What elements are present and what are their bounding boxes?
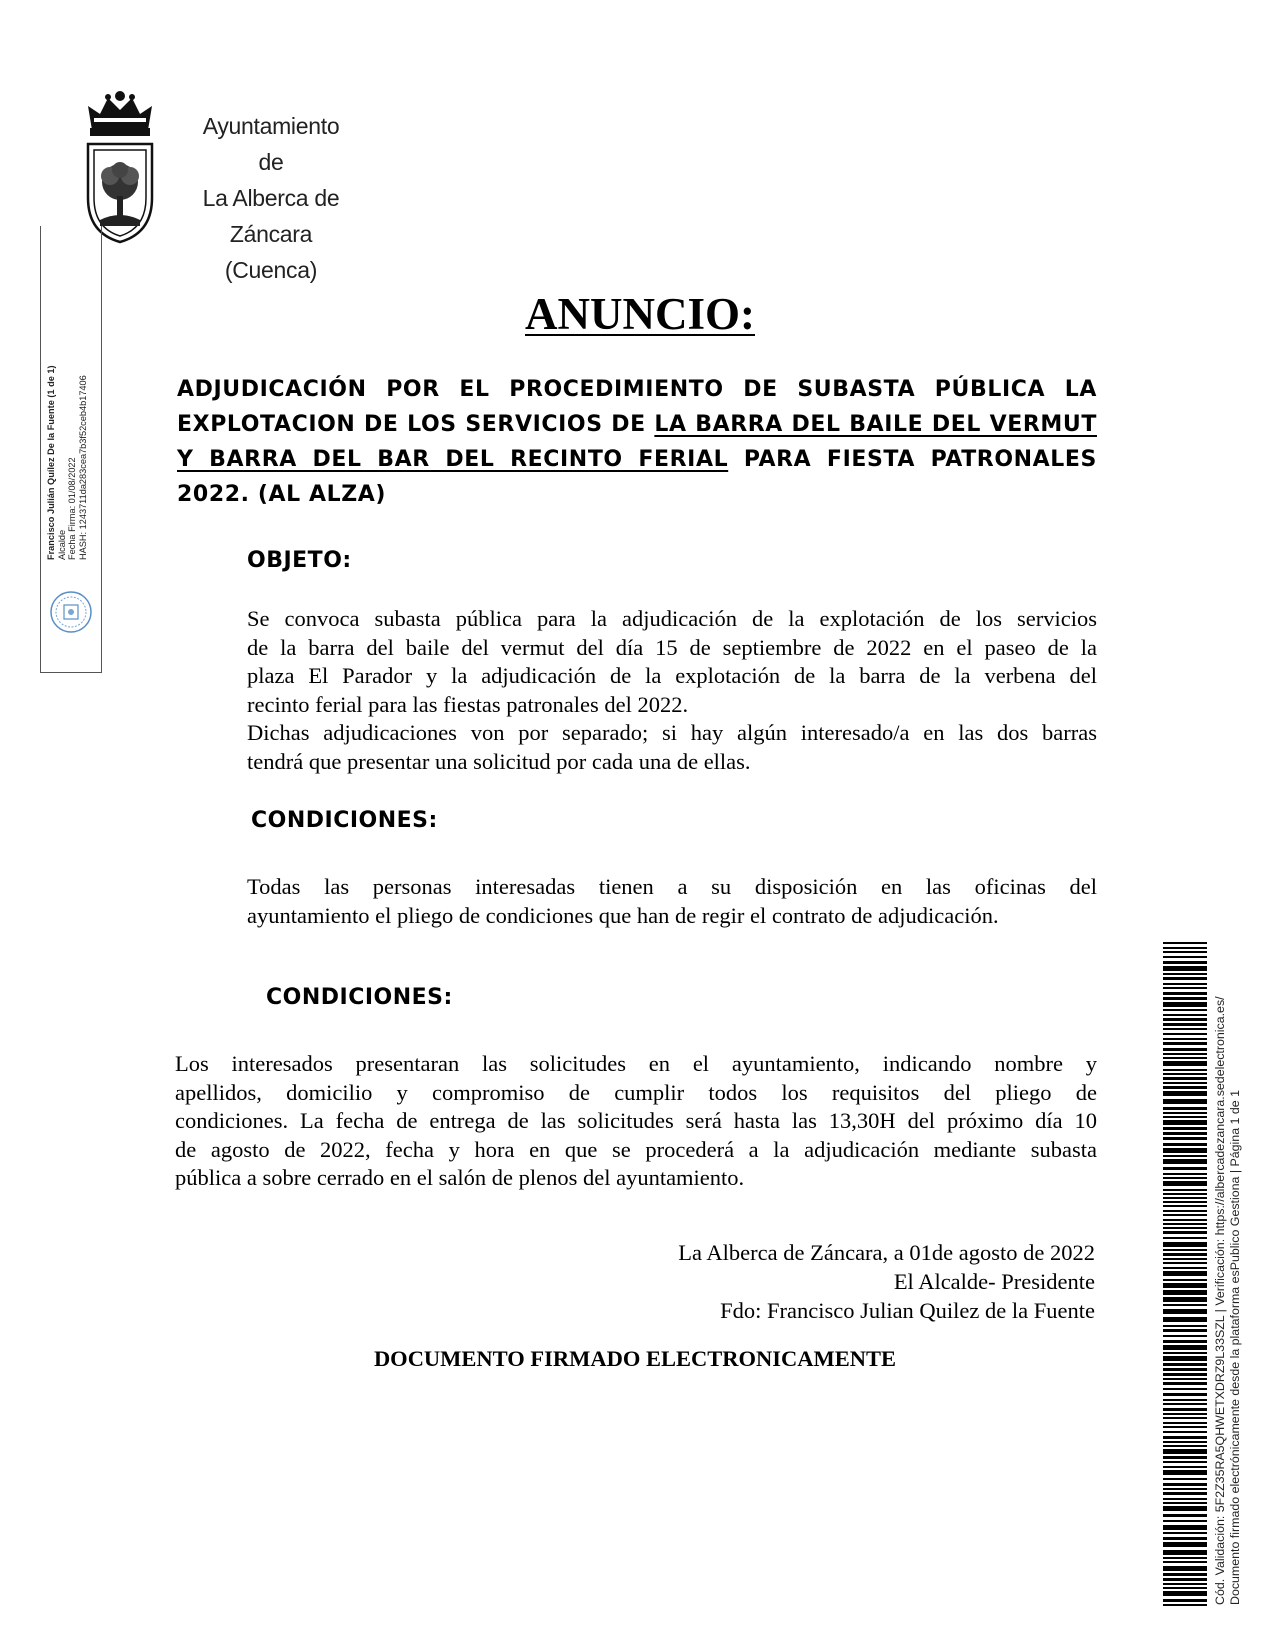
- objeto-line: Dichas adjudicaciones von por separado; si hay algún interesado/a en las dos barras: [247, 720, 1097, 745]
- condiciones-heading-1: CONDICIONES:: [251, 808, 438, 833]
- signature-stamp-text: [46, 260, 88, 560]
- objeto-line: recinto ferial para las fiestas patronales del 2022.: [247, 691, 689, 717]
- condiciones-paragraph-2: [175, 1050, 1097, 1193]
- signature-block: [678, 1238, 1095, 1325]
- subject-part-2: PARA FIESTA PATRONALES 2022. (AL ALZA): [177, 447, 1097, 507]
- letterhead: [80, 88, 380, 283]
- verification-code: Cód. Validación: 5F2Z35RA5QHWETXDRZ9L33SZL | Verificación: https://albercadezancara.sedelectronica.es/: [1213, 996, 1227, 1605]
- organization-name: [162, 108, 380, 288]
- org-line-2: de: [258, 149, 284, 175]
- condiciones2-line: de agosto de 2022, fecha y hora en que se procederá a la adjudicación mediante subasta: [175, 1136, 1097, 1162]
- signer-title: El Alcalde- Presidente: [893, 1269, 1095, 1294]
- electronic-signature-notice: DOCUMENTO FIRMADO ELECTRONICAMENTE: [373, 1346, 897, 1371]
- subject-underlined: LA BARRA DEL BAILE DEL VERMUT Y BARRA DEL BAR DEL RECINTO FERIAL: [177, 412, 1097, 472]
- signed-by: Fdo: Francisco Julian Quilez de la Fuente: [720, 1298, 1095, 1323]
- coat-of-arms-icon: [80, 88, 160, 248]
- signature-date: Fecha Firma: 01/08/2022: [67, 457, 77, 560]
- condiciones-paragraph-1: [247, 873, 1097, 930]
- page-title: ANUNCIO:: [525, 289, 755, 339]
- place-date: La Alberca de Záncara, a 01de agosto de 2022: [678, 1240, 1095, 1265]
- objeto-line: plaza El Parador y la adjudicación de la explotación de la barra de la verbena del: [247, 663, 1097, 688]
- condiciones2-line: Los interesados presentaran las solicitudes en el ayuntamiento, indicando nombre y: [175, 1051, 1097, 1076]
- objeto-line: tendrá que presentar una solicitud por cada una de ellas.: [247, 748, 751, 774]
- org-line-4: (Cuenca): [224, 257, 318, 283]
- signer-role: Alcalde: [56, 529, 67, 560]
- condiciones2-line: pública a sobre cerrado en el salón de plenos del ayuntamiento.: [175, 1165, 745, 1190]
- org-line-1: Ayuntamiento: [202, 113, 340, 139]
- signature-hash: HASH: 1243711da283cea7b3f52ceb4b17406: [77, 375, 88, 560]
- condiciones-heading-2: CONDICIONES:: [266, 985, 453, 1010]
- barcode-icon: [1163, 942, 1207, 1606]
- objeto-heading: OBJETO:: [247, 548, 352, 573]
- signer-name: Francisco Julián Quílez De la Fuente (1 de 1): [46, 365, 56, 560]
- condiciones1-line: Todas las personas interesadas tienen a su disposición en las oficinas del: [247, 874, 1097, 899]
- subject-part-1: ADJUDICACIÓN POR EL PROCEDIMIENTO DE SUBASTA PÚBLICA LA EXPLOTACION DE LOS SERVICIOS DE: [177, 377, 1097, 437]
- objeto-paragraph: [247, 605, 1097, 776]
- condiciones2-line: condiciones. La fecha de entrega de las solicitudes será hasta las 13,30H del próximo día 10: [175, 1108, 1097, 1133]
- condiciones2-line: apellidos, domicilio y compromiso de cumplir todos los requisitos del pliego de: [175, 1079, 1097, 1105]
- official-seal-icon: [49, 590, 93, 634]
- announcement-subject: [177, 372, 1097, 512]
- objeto-line: Se convoca subasta pública para la adjudicación de la explotación de los servicios: [247, 606, 1097, 631]
- objeto-line: de la barra del baile del vermut del día 15 de septiembre de 2022 en el paseo de la: [247, 634, 1097, 660]
- org-line-3: La Alberca de Záncara: [202, 185, 340, 247]
- condiciones1-line: ayuntamiento el pliego de condiciones que han de regir el contrato de adjudicación.: [247, 902, 999, 928]
- platform-notice: Documento firmado electrónicamente desde la plataforma esPublico Gestiona | Página 1 de 1: [1228, 1090, 1242, 1605]
- verification-text: [1213, 955, 1243, 1605]
